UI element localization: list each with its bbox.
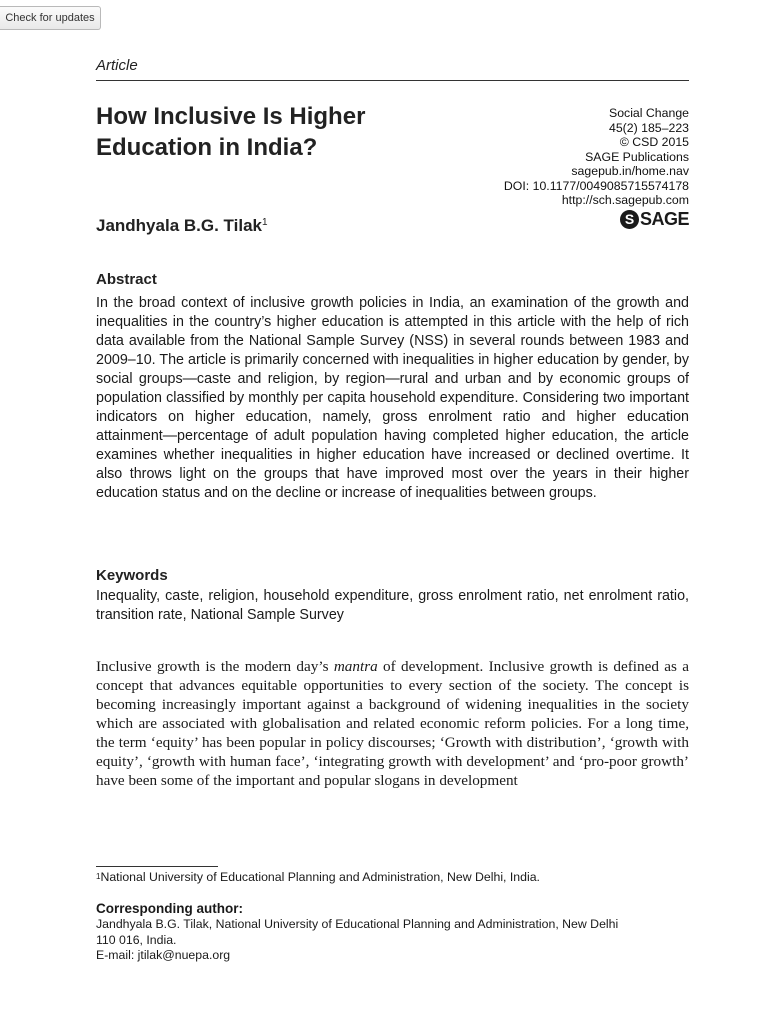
author-name: Jandhyala B.G. Tilak$^1$ [96,216,268,235]
publisher-url-link[interactable]: sagepub.in/home.nav [571,164,689,178]
title-line-2: Education in India? [96,134,318,161]
abstract-heading: Abstract [96,271,157,288]
body-paragraph: Inclusive growth is the modern day’s mantra of development. Inclusive growth is defined as a concept that advances equitable opportunities to every section of the society. The concept is becoming increasingly important against a background of widening inequalities in the society which are associated with globalisation and related economic reform policies. For a long time, the term ‘equity’ has been popular in policy discourses; ‘Growth with distribution’, ‘growth with equity’, ‘growth with human face’, ‘integrating growth with development’ and ‘pro-poor growth’ have been some of the important and popular slogans in development [96,658,689,789]
footnote: $^1$National University of Educational Planning and Administration, New Delhi, India. [96,870,540,884]
article-title [96,101,476,163]
journal-info [429,106,689,208]
section-label: Article [96,57,138,74]
corresponding-email-link[interactable]: E-mail: jtilak@nuepa.org [96,948,231,962]
journal-url-link[interactable]: http://sch.sagepub.com [561,193,689,207]
title-line-1: How Inclusive Is Higher [96,103,366,130]
footnote-mark: 1 [96,872,101,881]
sage-logo-icon: S [620,210,639,229]
journal-volume: 45(2) 185–223 [609,120,689,135]
journal-copyright: © CSD 2015 [619,135,689,149]
keywords-text: Inequality, caste, religion, household expenditure, gross enrolment ratio, net enrolment ratio, transition rate, National Sample Survey [96,588,689,623]
footnote-divider [96,866,218,867]
journal-publisher: SAGE Publications [585,149,689,164]
sage-logo [620,207,689,231]
corresponding-author-heading: Corresponding author: [96,901,243,916]
corresponding-affiliation: Jandhyala B.G. Tilak, National University of Educational Planning and Administration, New Delhi [96,917,619,931]
corresponding-author-details [96,917,689,964]
journal-name: Social Change [609,106,689,120]
body-italic-term: mantra [333,658,378,675]
doi-link[interactable]: DOI: 10.1177/0049085715574178 [503,178,689,193]
sage-logo-wordmark: SAGE [639,208,689,229]
author-footnote-mark: 1 [261,217,268,228]
keywords-heading: Keywords [96,567,168,584]
abstract-text: In the broad context of inclusive growth policies in India, an examination of the growth and inequalities in the country’s higher education is attempted in this article with the help of rich data available from the National Sample Survey (NSS) in several rounds between 1983 and 2009–10. The article is primarily concerned with inequalities in higher education by gender, by social groups—caste and religion, by region—rural and urban and by economic groups of population classified by monthly per capita household expenditure. Considering two important indicators on higher education, namely, gross enrolment ratio and higher education attainment—percentage of adult population having completed higher education, the article examines whether inequalities in higher education have increased or declined overtime. It also throws light on the groups that have improved most over the years in their higher education status and on the decline or increase of inequalities between groups. [96,295,689,501]
header-divider [96,80,689,81]
check-for-updates-button[interactable]: Check for updates [0,6,101,30]
corresponding-postal: 110 016, India. [96,932,177,947]
